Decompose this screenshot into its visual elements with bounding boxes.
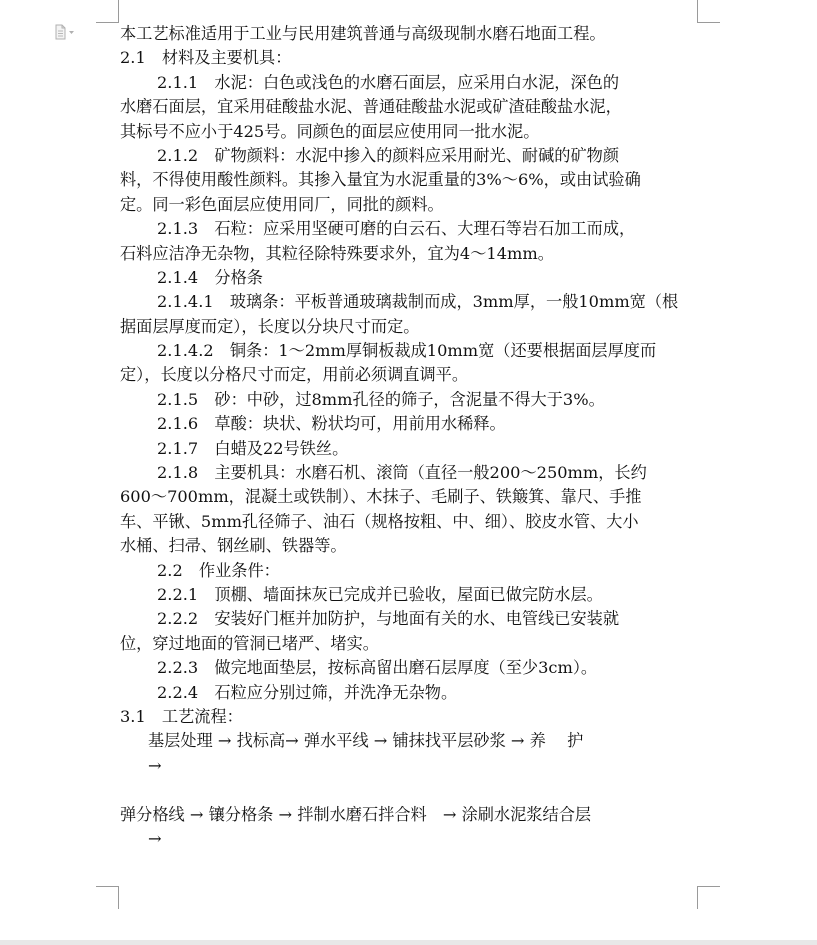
text-line: 2.1.4.1 玻璃条：平板普通玻璃裁制而成，3mm厚，一般10mm宽（根 (157, 292, 679, 312)
text-line: 2.2.4 石粒应分别过筛，并洗净无杂物。 (157, 682, 458, 702)
text-line: 据面层厚度而定），长度以分块尺寸而定。 (120, 316, 420, 336)
text-line: 2.1.6 草酸：块状、粉状均可，用前用水稀释。 (157, 414, 506, 434)
text-line: 3.1 工艺流程： (120, 706, 243, 726)
text-line: 2.1.8 主要机具：水磨石机、滚筒（直径一般200～250mm，长约 (157, 463, 647, 483)
text-line: 2.2.2 安装好门框并加防护，与地面有关的水、电管线已安装就 (157, 609, 620, 629)
text-line: 水桶、扫帚、钢丝刷、铁器等。 (120, 536, 347, 556)
page-corner-mark (96, 0, 119, 23)
text-line: 2.1 材料及主要机具： (120, 48, 292, 68)
page-corner-mark (697, 886, 720, 909)
page-corner-mark (96, 886, 119, 909)
text-line: 2.1.2 矿物颜料：水泥中掺入的颜料应采用耐光、耐碱的矿物颜 (157, 145, 620, 165)
text-line: 基层处理 → 找标高→ 弹水平线 → 铺抹找平层砂浆 → 养 护 (148, 731, 584, 751)
bottom-edge (0, 940, 817, 945)
text-line: → (148, 828, 162, 848)
text-line: 本工艺标准适用于工业与民用建筑普通与高级现制水磨石地面工程。 (120, 24, 606, 43)
text-line: 位，穿过地面的管洞已堵严、堵实。 (120, 633, 379, 653)
text-line: 2.1.1 水泥：白色或浅色的水磨石面层，应采用白水泥，深色的 (157, 72, 620, 92)
text-line: 石料应洁净无杂物，其粒径除特殊要求外，宜为4～14mm。 (120, 243, 554, 263)
text-line: 2.2 作业条件： (157, 560, 280, 580)
text-line: 2.1.7 白蜡及22号铁丝。 (157, 438, 349, 458)
document-body (120, 22, 700, 851)
text-line: 2.1.4 分格条 (157, 267, 263, 287)
text-line: 定），长度以分格尺寸而定，用前必须调直调平。 (120, 365, 469, 385)
blank-line (120, 778, 700, 802)
page-corner-mark (697, 0, 720, 23)
document-icon[interactable] (54, 24, 76, 40)
text-line: 2.2.3 做完地面垫层，按标高留出磨石层厚度（至少3cm）。 (157, 658, 598, 678)
text-line: 其标号不应小于425号。同颜色的面层应使用同一批水泥。 (120, 121, 540, 141)
text-line: 料，不得使用酸性颜料。其掺入量宜为水泥重量的3%～6%，或由试验确 (120, 170, 641, 190)
text-line: 水磨石面层，宜采用硅酸盐水泥、普通硅酸盐水泥或矿渣硅酸盐水泥， (120, 97, 622, 117)
text-line: 2.2.1 顶棚、墙面抹灰已完成并已验收，屋面已做完防水层。 (157, 584, 603, 604)
text-line: 2.1.5 砂：中砂，过8mm孔径的筛子，含泥量不得大于3%。 (157, 389, 605, 409)
text-line: → (148, 755, 162, 775)
text-line: 定。同一彩色面层应使用同厂，同批的颜料。 (120, 194, 444, 214)
text-line: 600～700mm，混凝土或铁制）、木抹子、毛刷子、铁簸箕、靠尺、手推 (120, 487, 642, 507)
text-line: 车、平锹、5mm孔径筛子、油石（规格按粗、中、细）、胶皮水管、大小 (120, 511, 639, 531)
text-line: 2.1.4.2 铜条：1～2mm厚铜板裁成10mm宽（还要根据面层厚度而 (157, 341, 657, 361)
text-line: 弹分格线 → 镶分格条 → 拌制水磨石拌合料 → 涂刷水泥浆结合层 (120, 804, 592, 824)
text-line: 2.1.3 石粒：应采用坚硬可磨的白云石、大理石等岩石加工而成， (157, 219, 636, 239)
